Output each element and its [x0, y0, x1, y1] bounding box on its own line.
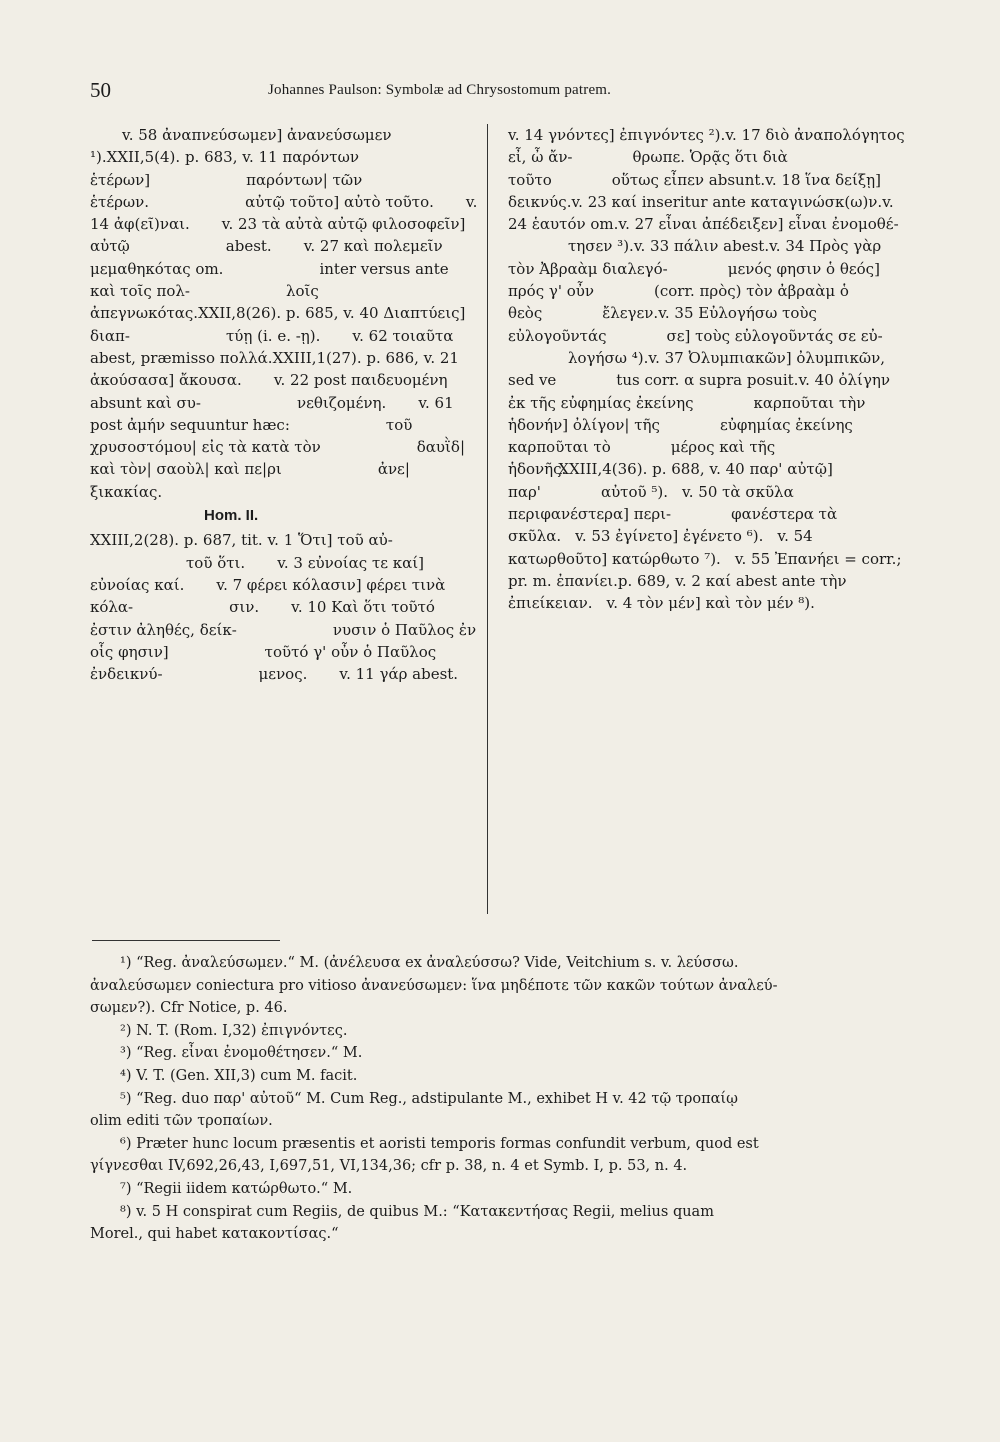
apparatus-line: v. 24 ἑαυτόν om. [508, 192, 894, 234]
apparatus-line: v. 11 γάρ abest. [339, 665, 459, 684]
apparatus-line: abest. [225, 237, 272, 256]
footnote [90, 1088, 910, 1133]
footnote-line: γίγνεσθαι IV,692,26,43, I,697,51, VI,134,36; cfr p. 38, n. 4 et Symb. I, p. 53, n. 4. [90, 1158, 688, 1175]
footnote-line: σωμεν?). Cfr Notice, p. 46. [90, 1000, 288, 1017]
apparatus-line: φανέστερα τὰ σκῦλα. [508, 505, 838, 546]
apparatus-line: v. 23 τὰ αὐτὰ αὐτῷ φιλοσοφεῖν] αὐτῷ [90, 215, 466, 256]
apparatus-line: ἔλεγεν. [602, 304, 659, 323]
apparatus-line: v. 7 φέρει κόλασιν] φέρει τινὰ κόλα- [90, 575, 446, 617]
apparatus-line: inter versus ante καὶ τοῖς πολ- [90, 259, 449, 301]
left-column [90, 124, 478, 685]
footnote-line: olim editi τῶν τροπαίων. [90, 1113, 273, 1130]
apparatus-line: αὐτοῦ ⁵). [600, 482, 669, 501]
apparatus-line: τοῦτό γ' οὖν ὁ Παῦλος ἐνδεικνύ- [90, 642, 437, 684]
apparatus-line: θρωπε. Ὁρᾷς ὅτι διὰ τοῦτο [508, 148, 788, 189]
footnotes [90, 952, 910, 1246]
apparatus-line: XXIII,4(36). p. 688, v. 40 παρ' αὐτῷ] παρ' [508, 460, 833, 501]
apparatus-line: μέρος καὶ τῆς ἡδονῆς. [508, 438, 776, 479]
section-heading: Hom. II. [204, 507, 259, 525]
apparatus-line: καρποῦται τὴν ἡδονήν] ὀλίγον| τῆς [508, 393, 866, 434]
apparatus-line: tus corr. α supra posuit. [616, 371, 799, 390]
footnote [90, 1133, 910, 1178]
running-head: Johannes Paulson: Symbolæ ad Chrysostomum patrem. [268, 82, 612, 98]
apparatus-line: v. 27 εἶναι ἀπέδειξεν] εἶναι ἐνομοθέ- [618, 215, 899, 234]
apparatus-line: σε] τοὺς εὐλογοῦντάς σε εὐ- [666, 326, 883, 345]
footnote-line: ⁸) v. 5 H conspirat cum Regiis, de quibus M.: “Κατακεντήσας Regii, melius quam [120, 1203, 714, 1220]
apparatus-line: v. 54 κατωρθοῦτο] κατώρθωτο ⁷). [508, 527, 813, 568]
apparatus-line: τοῦ ὅτι. [186, 553, 246, 572]
apparatus-line: v. 14 ἀφ(εῖ)ναι. [90, 192, 478, 234]
apparatus-line: v. 18 ἵνα δείξῃ] δεικνύς. [508, 170, 881, 211]
apparatus-line: λοῖς ἀπεγνωκότας. [90, 282, 319, 323]
footnote [90, 952, 910, 1020]
apparatus-line: v. 40 ὀλίγην ἐκ τῆς εὐφημίας ἐκείνης [508, 371, 891, 412]
apparatus-line: v. 10 Καὶ ὅτι τοῦτό ἐστιν ἀληθές, δείκ- [90, 598, 435, 639]
apparatus-line: τύῃ (i. e. -ῃ). [225, 326, 321, 345]
apparatus-line: τησεν ³). [568, 237, 634, 256]
footnote-line: ⁷) “Regii iidem κατώρθωτο.“ M. [120, 1180, 353, 1197]
apparatus-line: μενος. [258, 665, 308, 684]
footnote-line: Morel., qui habet κατακοντίσας.“ [90, 1226, 339, 1243]
apparatus-line: αὐτῷ τοῦτο] αὐτὸ τοῦτο. [245, 192, 434, 211]
apparatus-line: (corr. πρὸς) τὸν ἀβραὰμ ὁ θεὸς [508, 282, 849, 323]
apparatus-line: v. 55 Ἐπανήει = corr.; pr. m. ἐπανίει. [508, 549, 902, 590]
apparatus-line: σιν. [229, 598, 260, 617]
apparatus-line: XXIII,1(27). p. 686, v. 21 ἀκούσασα] ἄκουσα. [90, 348, 459, 390]
apparatus-line: v. 23 καί inseritur ante καταγινώσκ(ω)ν. [571, 192, 883, 211]
apparatus-line: νεθιζομένη. [296, 393, 387, 412]
footnote-line: ¹) “Reg. ἀναλεύσωμεν.“ M. (ἀνέλευσα ex ἀναλεύσσω? Vide, Veitchium s. v. λεύσσω. [120, 955, 739, 971]
apparatus-line: v. 50 τὰ σκῦλα περιφανέστερα] περι- [508, 482, 794, 524]
apparatus-line: v. 37 Ὀλυμπιακῶν] ὀλυμπικῶν, sed ve [508, 348, 885, 390]
apparatus-line: v. 61 post ἀμήν sequuntur hæc: [90, 393, 454, 434]
right-column [508, 124, 908, 615]
apparatus-line: v. 4 τὸν μέν] καὶ τὸν μέν ⁸). [606, 594, 815, 613]
footnote [90, 1020, 910, 1043]
footnote-rule [92, 940, 280, 941]
footnote-line: ³) “Reg. εἶναι ἐνομοθέτησεν.“ M. [120, 1045, 363, 1062]
apparatus-line: v. 27 καὶ πολεμεῖν μεμαθηκότας om. [90, 237, 443, 278]
footnote [90, 1065, 910, 1088]
apparatus-line: v. 33 πάλιν abest. [633, 237, 770, 256]
apparatus-line: v. 35 Εὐλογήσω τοὺς εὐλογοῦντάς [508, 304, 817, 345]
apparatus-line: τοῦ χρυσοστόμου| εἰς τὰ κατὰ τὸν [90, 415, 413, 457]
apparatus-line: XXII,8(26). p. 685, v. 40 Διαπτύεις] διαπ- [90, 304, 466, 345]
apparatus-line: v. 17 διὸ ἀναπολόγητος εἶ, ὦ ἄν- [508, 126, 905, 167]
apparatus-line: νυσιν ὁ Παῦλος ἐν οἷς φησιν] [90, 620, 477, 661]
footnote-line: ⁴) V. T. (Gen. XII,3) cum M. facit. [120, 1067, 358, 1084]
apparatus-line: v. 34 Πρὸς γὰρ τὸν Ἀβραὰμ διαλεγό- [508, 237, 882, 278]
column-divider [487, 124, 488, 914]
apparatus-line: v. 3 εὐνοίας τε καί] εὐνοίας καί. [90, 553, 425, 594]
apparatus-line: δαυῒδ| καὶ τὸν| σαοὺλ| καὶ πε|ρι [90, 438, 465, 479]
page-number: 50 [90, 78, 111, 102]
footnote-line: ⁵) “Reg. duo παρ' αὐτοῦ“ M. Cum Reg., adstipulante M., exhibet H v. 42 τῷ τροπαίῳ [120, 1090, 738, 1107]
apparatus-line: v. 53 ἐγίνετο] ἐγένετο ⁶). [575, 527, 764, 546]
apparatus-line: οὕτως εἶπεν absunt. [611, 170, 766, 189]
apparatus-line: ἀνε|ξικακίας. [90, 460, 410, 501]
apparatus-line: εὐφημίας ἐκείνης καρποῦται τὸ [508, 415, 853, 457]
apparatus-line: v. 58 ἀναπνεύσωμεν] ἀνανεύσωμεν ¹). [90, 126, 392, 167]
apparatus-line: XXII,5(4). p. 683, v. 11 παρόντων ἑτέρων] [90, 148, 359, 189]
footnote [90, 1042, 910, 1065]
footnote [90, 1178, 910, 1201]
apparatus-line: μενός φησιν ὁ θεός] πρός γ' οὖν [508, 259, 880, 301]
footnote-line: ²) N. T. (Rom. I,32) ἐπιγνόντες. [120, 1022, 348, 1039]
footnote [90, 1201, 910, 1246]
footnote-line: ⁶) Præter hunc locum præsentis et aoristi temporis formas confundit verbum, quod est [120, 1135, 759, 1152]
apparatus-line: παρόντων| τῶν ἑτέρων. [90, 170, 363, 211]
apparatus-line: XXIII,2(28). p. 687, tit. v. 1 Ὅτι] τοῦ αὐ- [90, 531, 393, 550]
apparatus-line: λογήσω ⁴). [568, 348, 649, 367]
apparatus-line: v. 14 γνόντες] ἐπιγνόντες ²). [508, 126, 726, 144]
footnote-line: ἀναλεύσωμεν coniectura pro vitioso ἀνανεύσωμεν: ἵνα μηδέποτε τῶν κακῶν τούτων ἀναλεύ- [90, 977, 778, 994]
apparatus-line: v. 62 τοιαῦτα abest, præmisso πολλά. [90, 326, 454, 367]
apparatus-line: p. 689, v. 2 καί abest ante τὴν ἐπιείκειαν. [508, 571, 847, 613]
apparatus-line: v. 22 post παιδευομένη absunt καὶ συ- [90, 371, 448, 412]
